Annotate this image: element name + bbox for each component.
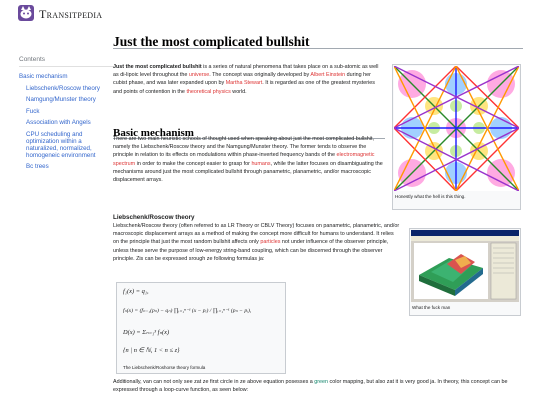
toc-item-liebschenk-roscow[interactable]: Liebschenk/Roscow theory: [26, 84, 100, 92]
after-text-2: color mapping, but also zat it is very good ja. In theory, this concept can be expressed through a loop-curve function, as seen below:: [113, 379, 508, 394]
table-of-contents: [19, 56, 114, 175]
toc-item-namgung-munster[interactable]: Namgung/Munster theory: [26, 96, 96, 103]
figure2-caption: What the fuck man: [412, 305, 451, 310]
intro-paragraph: [113, 63, 385, 96]
intro-text-3: during her cubist phase, and was later expanded upon by: [113, 72, 371, 87]
site-header: [0, 0, 540, 30]
section-heading-basic-mechanism: Basic mechanism: [113, 129, 385, 139]
subsection-heading-liebschenk-roscow: Liebschenk/Roscow theory: [113, 214, 195, 222]
link-humans[interactable]: humans: [251, 160, 271, 167]
formula-line-2: fₙ(x) = (fₙ₋₁(pₙ) − qₙ) ∏ᵢ₌₁ⁿ⁻¹ (x − pᵢ) / ∏ᵢ₌₁ⁿ⁻¹ (pₙ − pᵢ),: [123, 308, 252, 314]
link-martha-stewart[interactable]: Martha Stewart: [225, 80, 263, 87]
closing-paragraph: [113, 378, 523, 394]
intro-text-4: . It is regarded as one of the greatest mysteries and points of contention in the: [113, 80, 375, 95]
section1-text-2: in order to make the concept easier to grasp for: [135, 160, 252, 167]
figure-3d-plot-screenshot: [409, 228, 521, 316]
subsection1-text-2: not under influence of the observer principle, unless these serve the purpose of low-energy string-band coupling, which can be discerned through the observer principle. Zis can be expressed srough ze following formulas ja:: [113, 239, 389, 262]
article-content: [113, 34, 523, 394]
geometric-diagram-image[interactable]: [394, 66, 519, 191]
toc-item-association-angels[interactable]: Association with Angels: [26, 119, 91, 126]
site-name[interactable]: Transitpedia: [39, 7, 103, 21]
formula-box: [116, 282, 286, 374]
link-albert-einstein[interactable]: Albert Einstein: [310, 72, 346, 79]
toc-heading: Contents: [19, 56, 114, 67]
formula-line-4: {n | n ∈ ℕ, 1 < n ≤ z}: [123, 347, 180, 354]
link-electromagnetic-spectrum[interactable]: electromagnetic spectrum: [113, 152, 375, 167]
cat-logo-icon[interactable]: [18, 5, 34, 21]
page-title: Just the most complicated bullshit: [113, 38, 523, 49]
figure1-caption: Honestly what the hell is this thing.: [395, 194, 466, 199]
after-text-1: Additionally, van can not only see zat ze first circle in ze above equation posesses a: [113, 379, 315, 385]
subsection1-text-1: Liebschenk/Roscow theory (often referred to as LR Theory or CBLV Theory) focuses on panametric, planametric, and/or macroscopic displacement arrays as a method of making the concept more difficult for humans to understand. It relies on the principle that just the most random bullshit affects only: [113, 223, 400, 246]
basic-mechanism-paragraph: [113, 135, 385, 184]
link-particles[interactable]: particles: [260, 239, 281, 246]
intro-text-5: world.: [230, 88, 247, 95]
liebschenk-paragraph: [113, 222, 401, 263]
intro-text-1: is a series of natural phenomena that takes place on a sub-atomic as well as di-lipoic level throughout the: [113, 64, 379, 79]
plot-window-image[interactable]: [411, 230, 519, 302]
link-green[interactable]: green: [314, 379, 329, 385]
section1-text-3: , while the latter focuses on disambiguating the mechanisms around just the most complicated bullshit through panametric, planametric, and/or macroscopic displacement arrays.: [113, 160, 383, 184]
toc-item-bc-trees[interactable]: Bc trees: [26, 163, 49, 170]
figure-geometric-diagram: [392, 64, 521, 210]
toc-item-cpu-scheduling[interactable]: CPU scheduling and optimization within a naturalized, normalized, homogeneic environment: [26, 130, 96, 159]
formula-line-1: f₁(x) = q₁,: [123, 288, 149, 295]
section1-text-1: There are two main heuristic schools of thought used when speaking about just the most complicated bullshit, namely the Liebschenk/Roscow theory and the Namgung/Munster theory. The former tends to observe the principle in relation to its effects on modulations within phase-inverted frequency bands of the: [113, 136, 374, 159]
intro-text-2: . The concept was originally developed by: [209, 72, 311, 79]
toc-item-basic-mechanism[interactable]: Basic mechanism: [19, 73, 68, 80]
formula-line-3: D(x) = Σₙ₌₁³ fₙ(x): [123, 329, 170, 336]
link-universe[interactable]: universe: [188, 72, 210, 79]
link-theoretical-physics[interactable]: theoretical physics: [186, 88, 231, 95]
toc-item-fuck[interactable]: Fuck: [26, 107, 40, 115]
formula-caption: The Liebschenk/Roshorse theory formula: [123, 365, 206, 370]
intro-bold-term: Just the most complicated bullshit: [113, 64, 202, 70]
